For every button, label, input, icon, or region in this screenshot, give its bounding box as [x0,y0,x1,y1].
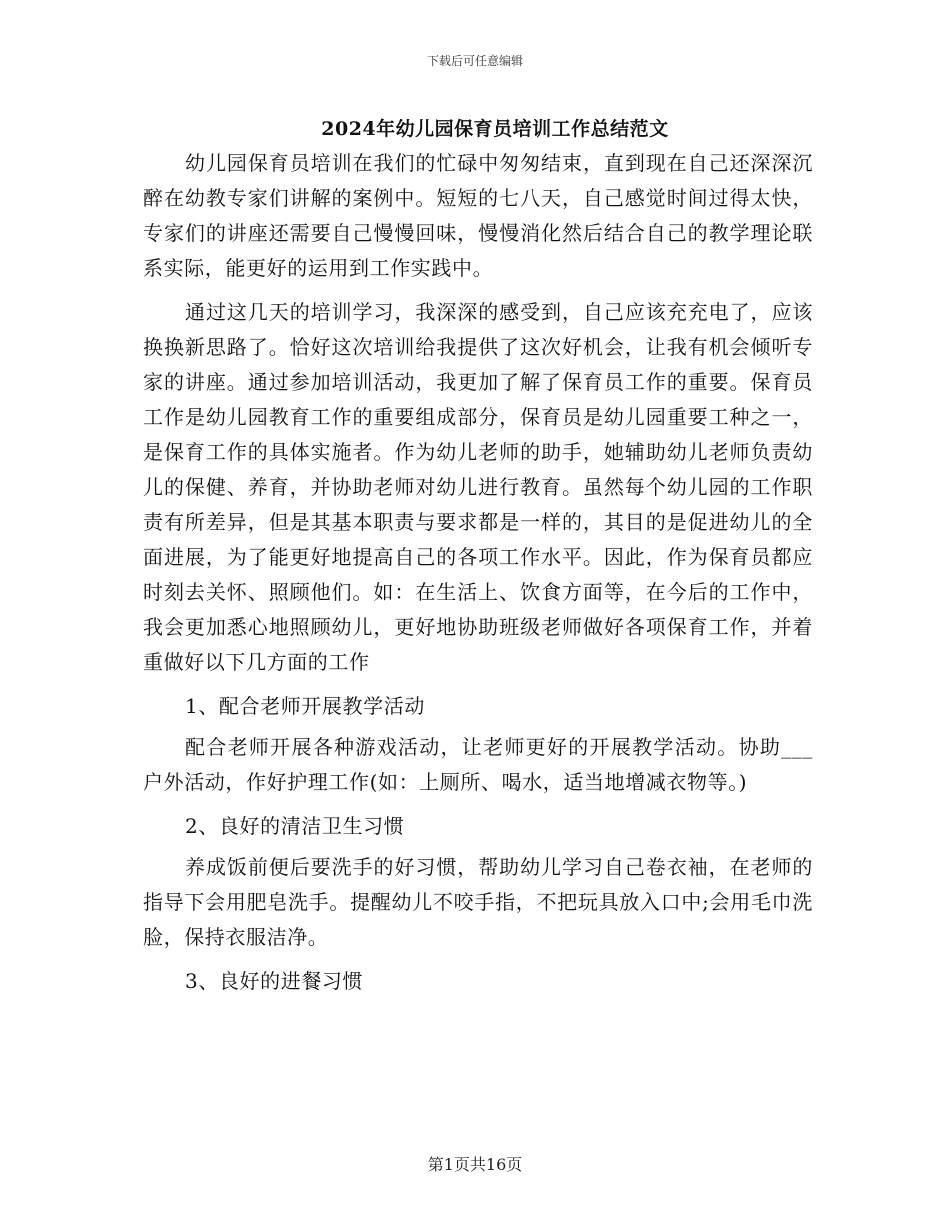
paragraph-intro: 幼儿园保育员培训在我们的忙碌中匆匆结束，直到现在自己还深深沉醉在幼教专家们讲解的案例中。短短的七八天，自己感觉时间过得太快，专家们的讲座还需要自己慢慢回味，慢慢消化然后结合自己的教学理论联系实际，能更好的运用到工作实践中。 [143,151,813,280]
section-heading-2: 2、良好的清洁卫生习惯 [185,814,405,838]
section-body-2: 养成饭前便后要洗手的好习惯，帮助幼儿学习自己卷衣袖，在老师的指导下会用肥皂洗手。提醒幼儿不咬手指，不把玩具放入口中;会用毛巾洗脸，保持衣服洁净。 [143,855,813,949]
section-heading-3: 3、良好的进餐习惯 [185,969,364,993]
header-note: 下载后可任意编辑 [426,54,523,68]
section-heading-1: 1、配合老师开展教学活动 [185,694,425,718]
document-body [143,146,813,999]
document-title: 2024年幼儿园保育员培训工作总结范文 [321,118,669,140]
paragraph-reflection: 通过这几天的培训学习，我深深的感受到，自己应该充充电了，应该换换新思路了。恰好这次培训给我提供了这次好机会，让我有机会倾听专家的讲座。通过参加培训活动，我更加了解了保育员工作的重要。保育员工作是幼儿园教育工作的重要组成部分，保育员是幼儿园重要工种之一，是保育工作的具体实施者。作为幼儿老师的助手，她辅助幼儿老师负责幼儿的保健、养育，并协助老师对幼儿进行教育。虽然每个幼儿园的工作职责有所差异，但是其基本职责与要求都是一样的，其目的是促进幼儿的全面进展，为了能更好地提高自己的各项工作水平。因此，作为保育员都应时刻去关怀、照顾他们。如：在生活上、饮食方面等，在今后的工作中，我会更加悉心地照顾幼儿，更好地协助班级老师做好各项保育工作，并着重做好以下几方面的工作 [143,300,813,674]
section-body-1: 配合老师开展各种游戏活动，让老师更好的开展教学活动。协助___户外活动，作好护理工作(如：上厕所、喝水，适当地增减衣物等。) [143,735,813,794]
page-number: 第1页共16页 [427,1155,523,1174]
